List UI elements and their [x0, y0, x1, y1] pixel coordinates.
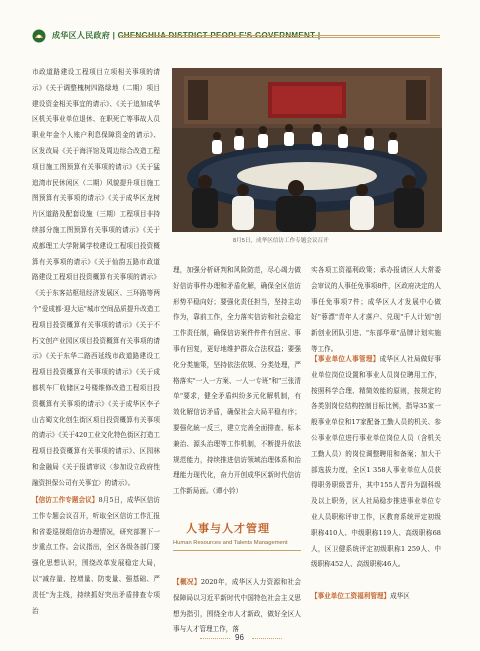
overview-paragraph	[173, 575, 301, 638]
section-body: 8月5日，成华区信访工作专题会议召开，听取全区信访工作汇报和省委巡视组信访办理情况，研究部署下一步重点工作。会议指出，全区各级各部门要强化思想认识，围绕改革发展稳定大局，以"减存量、控增量、防变量、强基础、严责任"为主线，持续抓好突出矛盾排查专项治	[32, 496, 161, 615]
district-logo-icon	[32, 29, 46, 43]
personnel-paragraph	[311, 352, 441, 573]
section-subtitle: Human Resources and Talents Management	[173, 540, 288, 546]
salary-body: 成华区	[390, 592, 410, 600]
page-number-decoration-left	[200, 638, 230, 639]
column-2-text: 理，加强分析研判和风险防范，尽心竭力做好信访事件办理和矛盾化解，确保全区信访形势平稳向好；要强化责任担当，坚持主动作为，靠前工作，全力落实信访和社会稳定工作责任制，确保信访案件件件有回应、事事有回复，更好地维护群众合法权益；要强化分类施策，坚持依法依规、分类处理，严格落实"一人一方案、一人一专班"和"三张清单"要求，健全矛盾纠纷多元化解机制，有效化解信访矛盾，确保社会大局平稳有序；要强化統一反三，建立完善全面排查、标本兼治、源头治理等工作机制，不断提升依法规范能力，持续推进信访领域治理体系和治理能力现代化，奋力开创成华区新时代信访工作新局面。（谭小钤）	[173, 266, 301, 496]
column-1-section	[32, 493, 160, 619]
meeting-photo	[172, 68, 442, 232]
section-divider	[173, 550, 301, 551]
column-1-text: 市政道路建设工程项目立项相关事项的请示》《关于调整槐树四路绿地（二期）项目建设资金相关事宜的请示》、《关于追加成华区机关事业单位退休、在职死亡等事故人员职业年金个人账户利息保障资金的请示》、区发改局《关于海洋馆及周边综合改造工程项目施工图预算有关事项的请示》《关于猛追湾市民休闲区（二期）风貌提升项目施工图预算有关事项的请示》《关于成华区龙树片区道路及配套设施（三期）工程项目非持续部分施工图预算有关事项的请示》《关于成都理工大学附属学校建设工程项目投资概算有关事项的请示》《关于仙韵五路市政道路建设工程项目投资概算有关事项的请示》《关于东客站枢纽经济发展区、三环路等两个"爱成都·迎大运"城市空间品质提升改造工程项目投资概算有关事项的请示》《关于不朽文创产业园区项目投资概算有关事项的请示》《关于东华二路西延线市政道路建设工程项目投资概算有关事项的请示》《关于成都机车厂收储区2号楼维修改造工程项目投资概算有关事项的请示》《关于成华区李子山古蜀文化创生街区项目投资概算有关事项的请示》《关于420工业文化特色街区打造工程项目投资概算有关事项的请示》、区园林和金融局《关于报请审议〈参加设立政府性融资担保公司有关事宜〉的请示》。	[32, 68, 160, 487]
meeting-illustration	[172, 68, 442, 232]
section-heading	[173, 520, 301, 558]
overview-tag: 【概况】	[173, 578, 201, 586]
page-header	[0, 0, 480, 38]
column-3-text: 实各项工资福利政策；承办报请区人大常委会审议的人事任免事项8件，区政府决定的人事任免事项7件；成华区人才发展中心做好"蓉漂"青年人才落户、兑现"千人计划"创新创业团队引进、"东部华章"品牌计划实施等工作。	[311, 266, 441, 353]
section-title: 人事与人才管理	[186, 522, 270, 535]
personnel-tag: 【事业单位人事管理】	[311, 355, 380, 363]
salary-tag: 【事业单位工资福利管理】	[311, 592, 391, 600]
header-title: 成华区人民政府 | CHENGHUA DISTRICT PEOPLE'S GOVERNMENT |	[52, 31, 321, 40]
header-rule	[120, 35, 440, 38]
page-number: 96	[235, 633, 244, 642]
salary-paragraph	[311, 589, 441, 605]
photo-caption: 8月5日，成华区信访工作专题会议召开	[233, 238, 329, 244]
overview-body: 2020年，成华区人力资源和社会保障局以习近平新时代中国特色社会主义思想为指引，围绕全市人才新政，做好全区人事与人才管理工作，落	[173, 578, 302, 634]
page-number-decoration-right	[252, 638, 282, 639]
section-tag: 【信访工作专题会议】	[32, 496, 99, 504]
personnel-body: 成华区人社局做好事业单位岗位设置和事业人员岗位聘用工作，按照科学合理、精简效能的原则，按规定的各类别岗位结构控制目标比例，指导35家一般事业单位和17家配备工勤人员的机关、参公事业单位进行事业单位岗位人员（含机关工勤人员）的岗位调整聘用和备案；加大干部选拔力度，全区1 358人事业单位人员获得职务职级晋升，其中155人晋升为副科级及以上职务，区人社局稳步推进事业单位专业人员职称评审工作，区教育系统评定初级职称410人、中级职称119人、高级职称68人，区卫健系统评定初级职称1 259人、中级职称452人、高级职称46人。	[311, 355, 442, 569]
